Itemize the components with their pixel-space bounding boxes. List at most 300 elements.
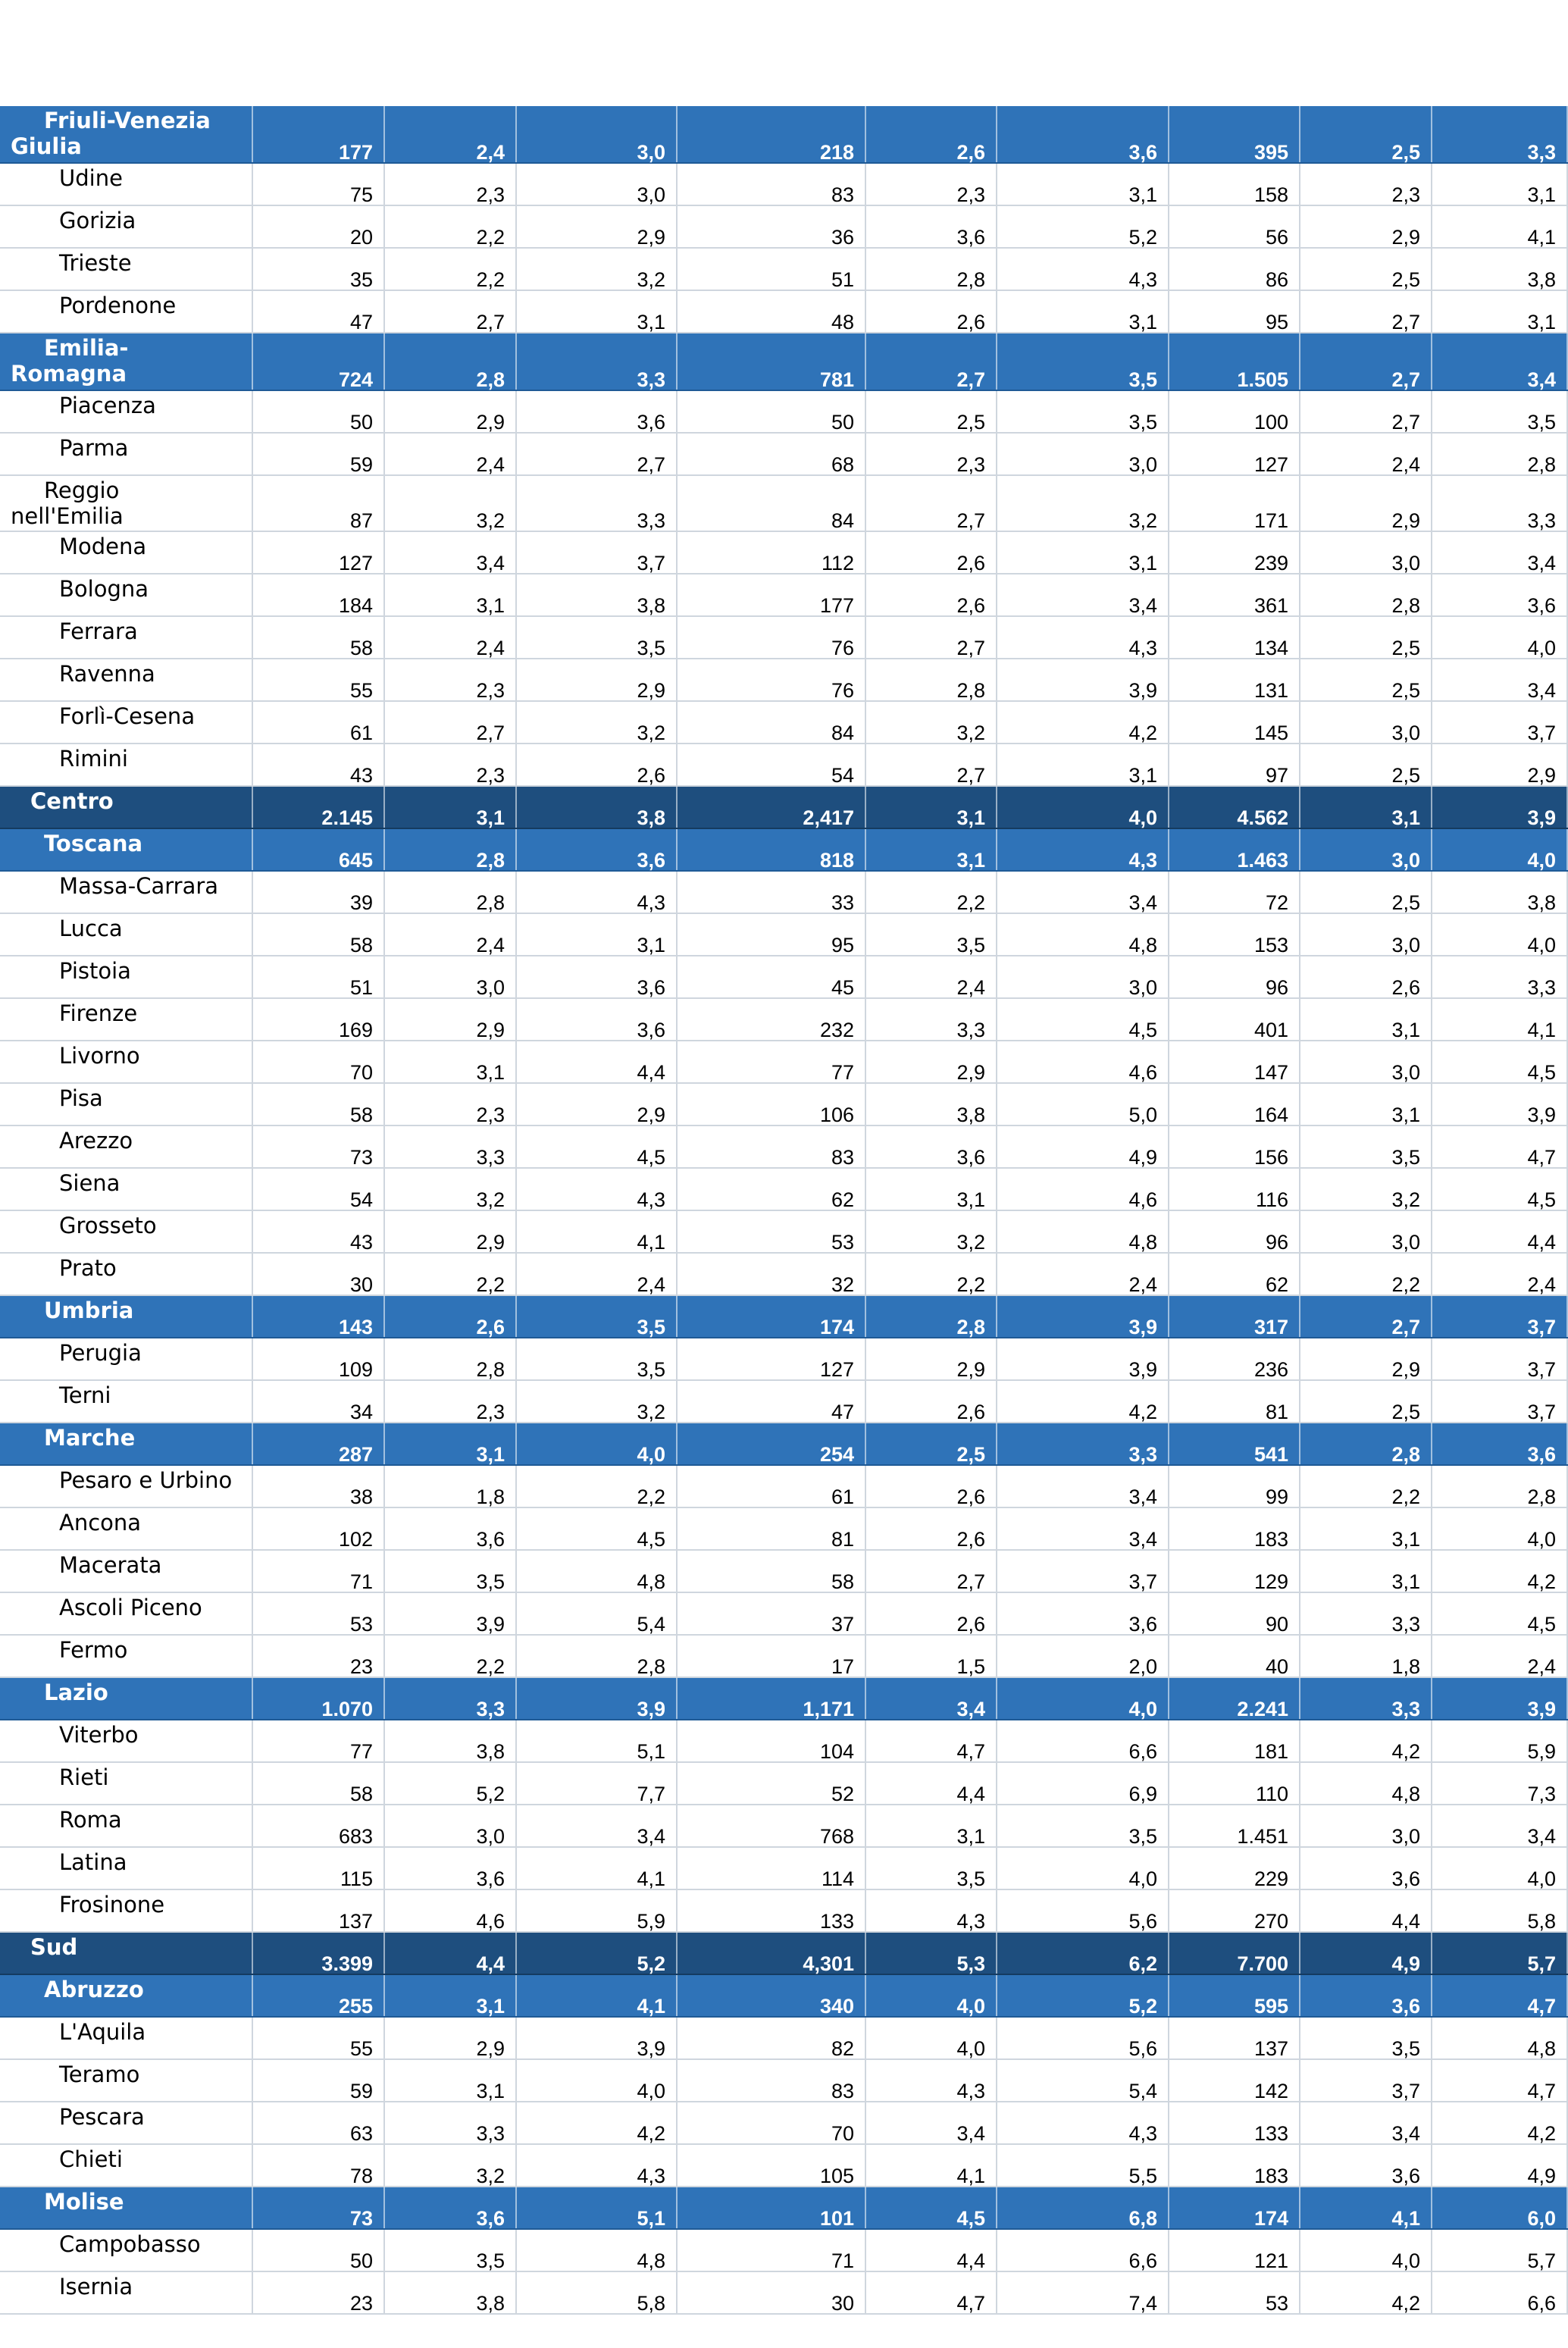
table-cell: 3,3	[517, 476, 678, 531]
table-cell: 3,5	[517, 1296, 678, 1337]
table-cell: 70	[253, 1041, 385, 1082]
table-cell: 3,3	[866, 999, 997, 1040]
table-cell: 4,2	[1432, 2102, 1568, 2143]
table-cell: 4,8	[517, 1551, 678, 1592]
table-cell: 3,1	[517, 914, 678, 955]
table-cell: 3,2	[1300, 1169, 1432, 1210]
table-cell: 83	[678, 2060, 866, 2101]
table-cell: 51	[253, 956, 385, 997]
table-cell: 1,5	[866, 1636, 997, 1676]
table-cell: 1,8	[1300, 1636, 1432, 1676]
row-label: Arezzo	[0, 1126, 253, 1167]
table-cell: 61	[253, 702, 385, 743]
table-cell: 82	[678, 2018, 866, 2058]
row-label: Livorno	[0, 1041, 253, 1082]
row-label: Pordenone	[0, 291, 253, 332]
table-cell: 3,4	[866, 2102, 997, 2143]
table-cell: 3,1	[997, 532, 1169, 573]
table-cell: 4,3	[866, 2060, 997, 2101]
table-cell: 164	[1169, 1084, 1300, 1125]
table-cell: 2,2	[1300, 1254, 1432, 1295]
table-cell: 229	[1169, 1848, 1300, 1889]
table-row	[0, 1720, 1568, 1763]
table-row	[0, 1338, 1568, 1381]
table-cell: 3,6	[517, 391, 678, 432]
table-cell: 818	[678, 829, 866, 870]
table-cell: 145	[1169, 702, 1300, 743]
table-cell: 53	[1169, 2272, 1300, 2313]
row-label: Teramo	[0, 2060, 253, 2101]
table-cell: 142	[1169, 2060, 1300, 2101]
table-cell: 73	[253, 2187, 385, 2228]
table-cell: 23	[253, 2272, 385, 2313]
table-cell: 2,3	[866, 164, 997, 205]
table-cell: 3,9	[997, 659, 1169, 700]
table-cell: 3,1	[866, 1805, 997, 1846]
row-label: Ancona	[0, 1508, 253, 1549]
table-cell: 239	[1169, 532, 1300, 573]
row-label: Pescara	[0, 2102, 253, 2143]
table-row	[0, 617, 1568, 659]
table-cell: 4,5	[1432, 1041, 1568, 1082]
table-cell: 3,0	[1300, 702, 1432, 743]
table-cell: 3,8	[385, 2272, 517, 2313]
table-cell: 3,4	[997, 1466, 1169, 1507]
table-row	[0, 206, 1568, 249]
table-cell: 1.451	[1169, 1805, 1300, 1846]
table-cell: 4,4	[1300, 1890, 1432, 1931]
table-cell: 4,4	[866, 2230, 997, 2271]
table-cell: 3,1	[997, 164, 1169, 205]
table-cell: 2,6	[866, 532, 997, 573]
row-label: Ascoli Piceno	[0, 1593, 253, 1634]
table-cell: 3,0	[385, 1805, 517, 1846]
table-row	[0, 1890, 1568, 1933]
table-row	[0, 1211, 1568, 1254]
table-cell: 2,6	[866, 574, 997, 615]
table-row	[0, 2145, 1568, 2187]
table-cell: 3,2	[866, 1211, 997, 1252]
table-cell: 5,8	[517, 2272, 678, 2313]
table-cell: 78	[253, 2145, 385, 2186]
table-cell: 17	[678, 1636, 866, 1676]
table-cell: 2,8	[866, 249, 997, 290]
table-cell: 4.562	[1169, 787, 1300, 828]
row-label: Pesaro e Urbino	[0, 1466, 253, 1507]
row-label: Latina	[0, 1848, 253, 1889]
table-row	[0, 1551, 1568, 1593]
table-cell: 2,5	[1300, 106, 1432, 162]
row-label: Emilia- Romagna	[0, 333, 253, 390]
table-cell: 2,2	[385, 1254, 517, 1295]
row-label: Pisa	[0, 1084, 253, 1125]
table-cell: 137	[1169, 2018, 1300, 2058]
region-row	[0, 1678, 1568, 1720]
table-row	[0, 1805, 1568, 1848]
table-cell: 4,3	[517, 2145, 678, 2186]
row-label: Roma	[0, 1805, 253, 1846]
table-cell: 2,6	[866, 1466, 997, 1507]
row-label: Marche	[0, 1423, 253, 1464]
table-cell: 3,9	[517, 2018, 678, 2058]
table-cell: 34	[253, 1381, 385, 1422]
table-cell: 23	[253, 1636, 385, 1676]
table-cell: 2,4	[997, 1254, 1169, 1295]
table-cell: 2,8	[1432, 434, 1568, 474]
table-cell: 3,6	[1300, 2145, 1432, 2186]
table-cell: 76	[678, 659, 866, 700]
table-cell: 101	[678, 2187, 866, 2228]
table-cell: 95	[1169, 291, 1300, 332]
table-cell: 2,8	[1300, 1423, 1432, 1464]
table-cell: 48	[678, 291, 866, 332]
table-cell: 96	[1169, 956, 1300, 997]
table-cell: 3,5	[997, 333, 1169, 390]
row-label: Sud	[0, 1933, 253, 1974]
table-cell: 683	[253, 1805, 385, 1846]
table-cell: 3,4	[385, 532, 517, 573]
table-cell: 3,3	[1300, 1678, 1432, 1719]
table-cell: 50	[678, 391, 866, 432]
table-cell: 86	[1169, 249, 1300, 290]
table-cell: 3,6	[517, 956, 678, 997]
table-cell: 2,8	[385, 872, 517, 913]
table-cell: 340	[678, 1975, 866, 2016]
table-row	[0, 1169, 1568, 1211]
table-cell: 2,8	[866, 1296, 997, 1337]
table-cell: 2,9	[517, 1084, 678, 1125]
table-cell: 1,8	[385, 1466, 517, 1507]
table-cell: 75	[253, 164, 385, 205]
table-cell: 40	[1169, 1636, 1300, 1676]
table-cell: 156	[1169, 1126, 1300, 1167]
table-cell: 4,1	[866, 2145, 997, 2186]
table-cell: 4,9	[1432, 2145, 1568, 2186]
table-cell: 4,9	[1300, 1933, 1432, 1974]
region-row	[0, 333, 1568, 391]
table-cell: 2,5	[1300, 872, 1432, 913]
table-cell: 55	[253, 2018, 385, 2058]
table-cell: 3,4	[1432, 659, 1568, 700]
table-cell: 3,5	[997, 391, 1169, 432]
table-cell: 52	[678, 1763, 866, 1804]
table-cell: 2,9	[866, 1041, 997, 1082]
table-cell: 30	[253, 1254, 385, 1295]
table-cell: 2,5	[866, 391, 997, 432]
table-cell: 4,9	[997, 1126, 1169, 1167]
row-label: Lazio	[0, 1678, 253, 1719]
table-cell: 6,0	[1432, 2187, 1568, 2228]
table-cell: 171	[1169, 476, 1300, 531]
table-cell: 2,3	[1300, 164, 1432, 205]
table-cell: 174	[678, 1296, 866, 1337]
row-label: Viterbo	[0, 1720, 253, 1761]
table-cell: 5,4	[997, 2060, 1169, 2101]
table-cell: 61	[678, 1466, 866, 1507]
table-cell: 3,6	[517, 999, 678, 1040]
table-cell: 4,1	[1432, 999, 1568, 1040]
table-cell: 3,9	[997, 1338, 1169, 1379]
table-cell: 3,4	[997, 574, 1169, 615]
row-label: Campobasso	[0, 2230, 253, 2271]
table-cell: 4,7	[1432, 1126, 1568, 1167]
table-cell: 169	[253, 999, 385, 1040]
table-cell: 3,3	[385, 1126, 517, 1167]
table-cell: 5,2	[517, 1933, 678, 1974]
table-cell: 134	[1169, 617, 1300, 658]
table-cell: 5,3	[866, 1933, 997, 1974]
table-cell: 62	[1169, 1254, 1300, 1295]
table-cell: 184	[253, 574, 385, 615]
table-row	[0, 1041, 1568, 1084]
table-cell: 3,3	[997, 1423, 1169, 1464]
row-label: Macerata	[0, 1551, 253, 1592]
table-cell: 83	[678, 1126, 866, 1167]
table-cell: 3,7	[517, 532, 678, 573]
table-row	[0, 1763, 1568, 1805]
table-cell: 112	[678, 532, 866, 573]
table-cell: 3,1	[1300, 787, 1432, 828]
table-cell: 5,7	[1432, 1933, 1568, 1974]
row-label: Abruzzo	[0, 1975, 253, 2016]
table-cell: 105	[678, 2145, 866, 2186]
table-cell: 84	[678, 702, 866, 743]
table-cell: 2,6	[866, 1593, 997, 1634]
table-cell: 3,1	[385, 787, 517, 828]
table-cell: 3,1	[1432, 291, 1568, 332]
table-cell: 4,2	[1300, 2272, 1432, 2313]
table-cell: 2,8	[517, 1636, 678, 1676]
table-cell: 3,0	[1300, 1805, 1432, 1846]
table-cell: 36	[678, 206, 866, 247]
table-cell: 3,6	[1300, 1975, 1432, 2016]
table-cell: 174	[1169, 2187, 1300, 2228]
table-cell: 77	[678, 1041, 866, 1082]
row-label: Rieti	[0, 1763, 253, 1804]
table-cell: 7,3	[1432, 1763, 1568, 1804]
table-cell: 77	[253, 1720, 385, 1761]
table-cell: 5,8	[1432, 1890, 1568, 1931]
table-cell: 3,5	[517, 617, 678, 658]
table-cell: 2,8	[385, 333, 517, 390]
table-cell: 541	[1169, 1423, 1300, 1464]
row-label: Molise	[0, 2187, 253, 2228]
table-cell: 3,3	[1432, 106, 1568, 162]
table-cell: 4,8	[997, 1211, 1169, 1252]
table-cell: 3,1	[385, 2060, 517, 2101]
table-cell: 5,9	[1432, 1720, 1568, 1761]
table-cell: 62	[678, 1169, 866, 1210]
row-label: Piacenza	[0, 391, 253, 432]
table-row	[0, 872, 1568, 914]
table-row	[0, 2230, 1568, 2272]
table-cell: 4,5	[517, 1126, 678, 1167]
table-cell: 3,0	[1300, 1041, 1432, 1082]
table-cell: 4,0	[1432, 1508, 1568, 1549]
table-cell: 4,0	[517, 1423, 678, 1464]
table-cell: 4,7	[1432, 1975, 1568, 2016]
table-cell: 7,4	[997, 2272, 1169, 2313]
table-cell: 3,1	[385, 1423, 517, 1464]
table-cell: 3,0	[1300, 1211, 1432, 1252]
table-cell: 4,0	[866, 1975, 997, 2016]
table-cell: 2,7	[866, 1551, 997, 1592]
table-cell: 2,4	[385, 617, 517, 658]
table-cell: 270	[1169, 1890, 1300, 1931]
table-cell: 2,9	[1432, 744, 1568, 785]
table-cell: 5,2	[997, 1975, 1169, 2016]
table-cell: 3,3	[385, 1678, 517, 1719]
table-cell: 55	[253, 659, 385, 700]
table-cell: 5,4	[517, 1593, 678, 1634]
table-cell: 3,5	[1300, 1126, 1432, 1167]
table-cell: 96	[1169, 1211, 1300, 1252]
table-cell: 2,9	[385, 2018, 517, 2058]
table-cell: 4,3	[517, 872, 678, 913]
table-cell: 2,3	[385, 1381, 517, 1422]
table-cell: 3,6	[385, 2187, 517, 2228]
table-row	[0, 744, 1568, 787]
row-label: L'Aquila	[0, 2018, 253, 2058]
table-cell: 4,0	[1432, 829, 1568, 870]
table-cell: 2,6	[866, 1508, 997, 1549]
table-cell: 3,1	[1300, 1084, 1432, 1125]
row-label: Fermo	[0, 1636, 253, 1676]
table-cell: 2.241	[1169, 1678, 1300, 1719]
table-cell: 76	[678, 617, 866, 658]
table-cell: 236	[1169, 1338, 1300, 1379]
row-label: Firenze	[0, 999, 253, 1040]
table-cell: 2,4	[385, 914, 517, 955]
table-cell: 3,1	[1300, 1508, 1432, 1549]
table-cell: 4,4	[385, 1933, 517, 1974]
table-row	[0, 2102, 1568, 2145]
table-cell: 106	[678, 1084, 866, 1125]
table-cell: 58	[253, 914, 385, 955]
row-label: Bologna	[0, 574, 253, 615]
table-cell: 3,2	[997, 476, 1169, 531]
table-cell: 114	[678, 1848, 866, 1889]
macro-area-row	[0, 787, 1568, 829]
table-cell: 3,2	[385, 1169, 517, 1210]
region-row	[0, 1296, 1568, 1338]
table-cell: 3,6	[866, 1126, 997, 1167]
table-row	[0, 532, 1568, 574]
table-cell: 4,3	[997, 829, 1169, 870]
table-cell: 232	[678, 999, 866, 1040]
table-cell: 4,0	[1300, 2230, 1432, 2271]
row-label: Prato	[0, 1254, 253, 1295]
row-label: Chieti	[0, 2145, 253, 2186]
table-row	[0, 291, 1568, 333]
table-cell: 2,7	[385, 291, 517, 332]
table-cell: 3,0	[1300, 829, 1432, 870]
table-cell: 3,6	[997, 1593, 1169, 1634]
table-row	[0, 1636, 1568, 1678]
table-row	[0, 956, 1568, 999]
table-cell: 53	[678, 1211, 866, 1252]
table-cell: 2,7	[517, 434, 678, 474]
table-cell: 2,8	[866, 659, 997, 700]
table-cell: 110	[1169, 1763, 1300, 1804]
table-cell: 3,9	[1432, 1678, 1568, 1719]
table-cell: 68	[678, 434, 866, 474]
row-label: Friuli-Venezia Giulia	[0, 106, 253, 162]
table-cell: 2,9	[517, 659, 678, 700]
row-label: Frosinone	[0, 1890, 253, 1931]
table-cell: 2,5	[1300, 659, 1432, 700]
row-label: Ferrara	[0, 617, 253, 658]
table-cell: 84	[678, 476, 866, 531]
table-cell: 3,8	[1432, 872, 1568, 913]
table-cell: 3,8	[385, 1720, 517, 1761]
table-cell: 3,4	[1300, 2102, 1432, 2143]
table-cell: 2,2	[385, 1636, 517, 1676]
table-cell: 2,3	[385, 1084, 517, 1125]
table-cell: 3,0	[517, 106, 678, 162]
table-cell: 4,1	[517, 1848, 678, 1889]
table-row	[0, 1254, 1568, 1296]
table-cell: 4,3	[866, 1890, 997, 1931]
table-cell: 2,5	[1300, 249, 1432, 290]
table-cell: 4,7	[866, 1720, 997, 1761]
table-cell: 4,7	[866, 2272, 997, 2313]
table-cell: 183	[1169, 2145, 1300, 2186]
table-cell: 2,417	[678, 787, 866, 828]
table-cell: 3,2	[517, 249, 678, 290]
table-cell: 3,4	[997, 872, 1169, 913]
table-cell: 3,8	[866, 1084, 997, 1125]
table-cell: 3,6	[997, 106, 1169, 162]
table-cell: 6,6	[1432, 2272, 1568, 2313]
row-label: Massa-Carrara	[0, 872, 253, 913]
table-cell: 2,4	[385, 434, 517, 474]
table-cell: 4,8	[997, 914, 1169, 955]
table-cell: 3,1	[997, 744, 1169, 785]
table-cell: 3,7	[1432, 1381, 1568, 1422]
table-cell: 3,7	[1300, 2060, 1432, 2101]
table-cell: 3,0	[997, 434, 1169, 474]
row-label: Perugia	[0, 1338, 253, 1379]
table-cell: 4,0	[1432, 1848, 1568, 1889]
table-cell: 2,6	[866, 291, 997, 332]
table-cell: 2,3	[866, 434, 997, 474]
table-cell: 1,171	[678, 1678, 866, 1719]
table-cell: 6,8	[997, 2187, 1169, 2228]
table-cell: 645	[253, 829, 385, 870]
table-cell: 3,6	[1432, 574, 1568, 615]
table-cell: 781	[678, 333, 866, 390]
table-cell: 4,8	[1300, 1763, 1432, 1804]
table-cell: 2,6	[866, 1381, 997, 1422]
row-label: Umbria	[0, 1296, 253, 1337]
table-cell: 73	[253, 1126, 385, 1167]
table-cell: 2,2	[385, 249, 517, 290]
table-cell: 39	[253, 872, 385, 913]
table-cell: 54	[678, 744, 866, 785]
table-cell: 99	[1169, 1466, 1300, 1507]
table-cell: 53	[253, 1593, 385, 1634]
table-cell: 3,6	[517, 829, 678, 870]
table-cell: 4,2	[1432, 1551, 1568, 1592]
table-cell: 4,3	[997, 249, 1169, 290]
table-cell: 115	[253, 1848, 385, 1889]
table-cell: 3,8	[517, 787, 678, 828]
table-cell: 3.399	[253, 1933, 385, 1974]
table-cell: 2,9	[1300, 1338, 1432, 1379]
table-row	[0, 999, 1568, 1041]
table-cell: 2,2	[517, 1466, 678, 1507]
